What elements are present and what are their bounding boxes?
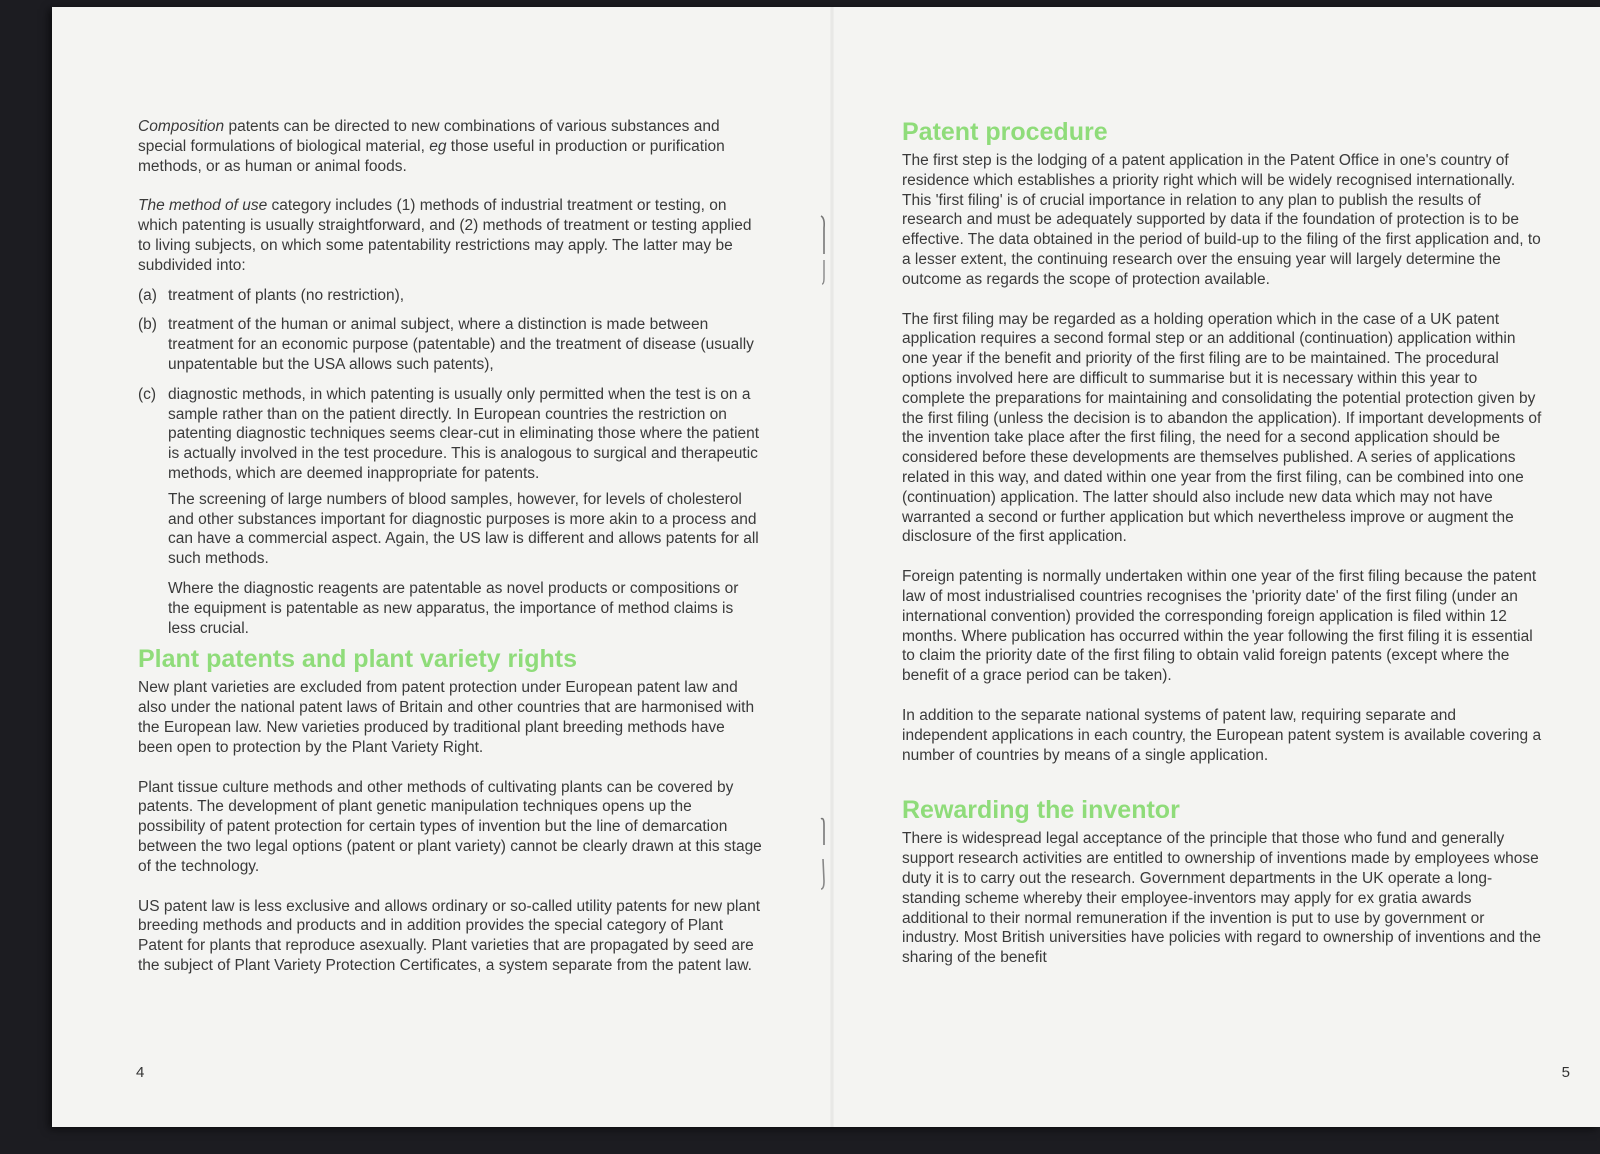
- list-item-b: [138, 315, 763, 374]
- eg-abbrev: eg: [429, 137, 447, 155]
- list-label: (a): [138, 286, 157, 304]
- page-number-right: 5: [1561, 1064, 1570, 1081]
- plant-paragraph-3: US patent law is less exclusive and allows ordinary or so-called utility patents for new plant breeding methods and products and in addition provides the special category of Plant Patent for plants that reproduce asexually. Plant varieties that are propagated by seed are the subject of Plant Variety Protection Certificates, a system separate from the patent law.: [138, 897, 761, 974]
- list-text: diagnostic methods, in which patenting is usually only permitted when the test is on a sample rather than on the patient directly. In European countries the restriction on patenting diagnostic techniques seems clear-cut in eliminating those where the patient is actually involved in the test procedure. This is analogous to surgical and therapeutic methods, which are deemed inappropriate for patents.: [168, 385, 760, 482]
- section-heading-plant-patents: Plant patents and plant variety rights: [138, 645, 577, 674]
- section-heading-rewarding-inventor: Rewarding the inventor: [902, 796, 1180, 825]
- procedure-paragraph-3: Foreign patenting is normally undertaken within one year of the first filing because the patent law of most industrialised countries recognises the 'priority date' of the first filing (under an international convention) provided the corresponding foreign application is filed within 12 months. Where publication has occurred within the year following the first filing it is essential to claim the priority date of the first filing to obtain valid foreign patents (except where the benefit of a grace period can be taken).: [902, 568, 1537, 685]
- list-text: treatment of the human or animal subject, where a distinction is made between treatment for an economic purpose (patentable) and the treatment of disease (usually unpatentable but the USA allows such patents),: [168, 316, 754, 373]
- plant-paragraph-1: New plant varieties are excluded from patent protection under European patent law and also under the national patent laws of Britain and other countries that are harmonised with the European law. New varieties produced by traditional plant breeding methods have been open to protection by the Plant Variety Right.: [138, 679, 755, 756]
- composition-term: Composition: [138, 118, 225, 135]
- composition-paragraph: Composition patents can be directed to new combinations of various substances and special formulations of biological material, eg those useful in production or purification methods, or as human or animal foods.: [138, 118, 725, 175]
- reagents-paragraph: Where the diagnostic reagents are patentable as novel products or compositions or the equipment is patentable as new apparatus, the importance of method claims is less crucial.: [168, 579, 739, 637]
- section-heading-patent-procedure: Patent procedure: [902, 118, 1108, 146]
- list-label: (b): [138, 316, 157, 334]
- procedure-paragraph-2: The first filing may be regarded as a holding operation which in the case of a UK patent application requires a second formal step or an additional (continuation) application within one year if the benefit and priority of the first filing are to be maintained. The procedural options involved here are difficult to summarise but it is necessary within this year to complete the preparations for maintaining and consolidating the potential protection given by the first filing (unless the decision is to abandon the application). If important developments of the invention take place after the first filing, the need for a second application should be considered before these developments are themselves published. A series of applications related in this way, and dated within one year from the first filing, can be combined into one (continuation) application. The latter should also include new data which may not have warranted a second or further application but which nevertheless improve or augment the disclosure of the first application.: [902, 310, 1542, 546]
- screening-paragraph: The screening of large numbers of blood samples, however, for levels of cholesterol and other substances important for diagnostic purposes is more akin to a process and can have a commercial aspect. Again, the US law is different and allows patents for all such methods.: [168, 490, 759, 568]
- booklet-spread: [52, 7, 1600, 1127]
- page-number-left: 4: [136, 1064, 145, 1081]
- left-page: [52, 7, 832, 1127]
- procedure-paragraph-4: In addition to the separate national systems of patent law, requiring separate and independent applications in each country, the European patent system is available covering a number of countries by means of a single application.: [902, 706, 1542, 764]
- list-item-a: [138, 286, 763, 306]
- method-of-use-paragraph: The method of use category includes (1) methods of industrial treatment or testing, on which patenting is usually straightforward, and (2) methods of treatment or testing applied to living subjects, on which some patentability restrictions may apply. The latter may be subdivided into:: [138, 197, 752, 274]
- reward-paragraph-1: There is widespread legal acceptance of the principle that those who fund and generally support research activities are entitled to ownership of inventions made by employees whose duty it is to carry out the research. Government departments in the UK operate a long-standing scheme whereby their employee-inventors may apply for ex gratia awards additional to their normal remuneration if the invention is put to use by government or industry. Most British universities have policies with regard to ownership of inventions and the sharing of the benefit: [902, 830, 1541, 967]
- right-page: [832, 7, 1600, 1127]
- plant-paragraph-2: Plant tissue culture methods and other methods of cultivating plants can be covered by patents. The development of plant genetic manipulation techniques opens up the possibility of patent protection for certain types of invention but the line of demarcation between the two legal options (patent or plant variety) cannot be clearly drawn at this stage of the technology.: [138, 778, 762, 875]
- left-column: [138, 117, 763, 996]
- list-text: treatment of plants (no restriction),: [168, 286, 405, 304]
- list-label: (c): [138, 385, 157, 403]
- right-column: [902, 117, 1542, 988]
- procedure-paragraph-1: The first step is the lodging of a patent application in the Patent Office in one's country of residence which establishes a priority right which will be widely recognised internationally. This 'first filing' is of crucial importance in relation to any plan to publish the results of research and must be adequately supported by data if the foundation of protection is to be effective. The data obtained in the period of build-up to the filing of the first application and, to a lesser extent, the continuing research over the ensuing year will largely determine the outcome as regards the scope of protection available.: [902, 152, 1541, 288]
- list-item-c: [138, 385, 763, 484]
- method-of-use-term: The method of use: [138, 197, 268, 215]
